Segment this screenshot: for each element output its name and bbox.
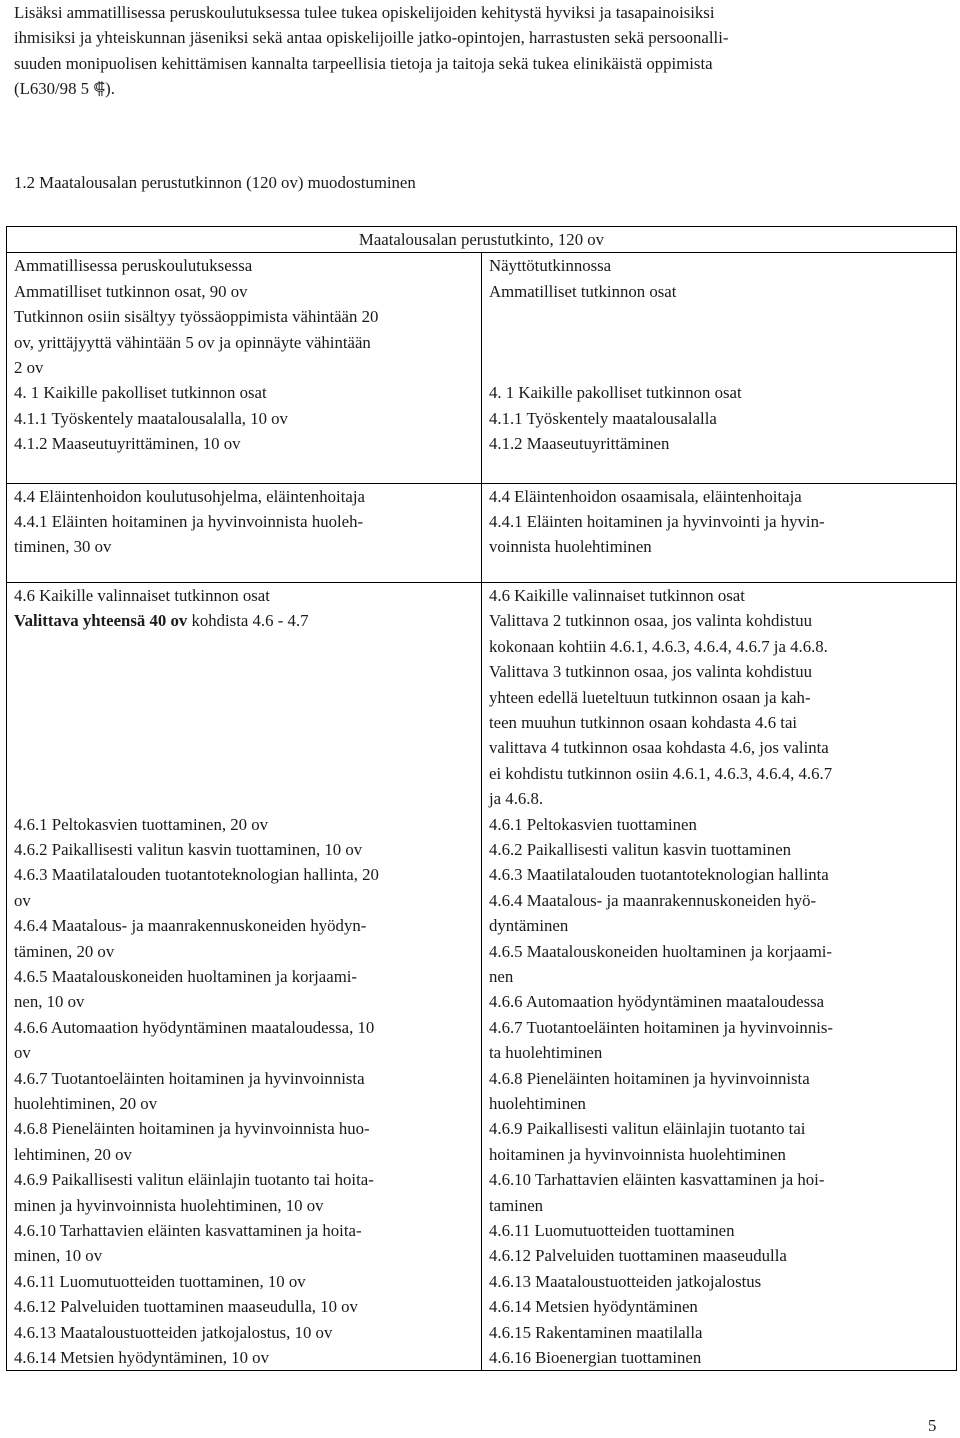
degree-structure-table — [6, 226, 957, 1371]
left-mandatory-line: 4.1.2 Maaseutuyrittäminen, 10 ov — [14, 434, 241, 454]
list-item: hoitaminen ja hyvinvoinnista huolehtiminen — [489, 1144, 786, 1164]
right-header: Näyttötutkinnossa — [489, 256, 612, 276]
list-item: 4.6.9 Paikallisesti valitun eläinlajin tuotanto tai hoita- — [14, 1170, 374, 1190]
right-header-cell — [482, 253, 957, 483]
list-item: 4.6.6 Automaation hyödyntäminen maataloudessa, 10 — [14, 1017, 375, 1037]
intro-line: Lisäksi ammatillisessa peruskoulutuksessa tulee tukea opiskelijoiden kehitystä hyviksi ja tasapainoisiksi — [14, 3, 715, 22]
left-note-line: 2 ov — [14, 358, 44, 378]
right-optional-list — [489, 812, 949, 1371]
list-item: lehtiminen, 20 ov — [14, 1144, 132, 1164]
list-item: 4.6.5 Maatalouskoneiden huoltaminen ja korjaami- — [489, 941, 832, 961]
list-item: 4.6.4 Maatalous- ja maanrakennuskoneiden hyö- — [489, 890, 817, 910]
list-item: 4.6.15 Rakentaminen maatilalla — [489, 1322, 703, 1342]
list-item: nen — [489, 966, 514, 986]
list-item: 4.6.16 Bioenergian tuottaminen — [489, 1348, 702, 1368]
left-subheader: Ammatilliset tutkinnon osat, 90 ov — [14, 281, 248, 301]
right-animal-line: 4.4.1 Eläinten hoitaminen ja hyvinvointi ja hyvin- — [489, 512, 825, 532]
left-header-cell — [7, 253, 482, 483]
page-number: 5 — [928, 1416, 937, 1435]
list-item: 4.6.10 Tarhattavien eläinten kasvattaminen ja hoita- — [14, 1221, 362, 1241]
list-item: 4.6.8 Pieneläinten hoitaminen ja hyvinvoinnista huo- — [14, 1119, 370, 1139]
left-optional-rule — [14, 608, 474, 633]
right-optional-text-line: Valittava 2 tutkinnon osaa, jos valinta kohdistuu — [489, 611, 812, 631]
right-optional-text-line: valittava 4 tutkinnon osaa kohdasta 4.6, jos valinta — [489, 738, 829, 758]
left-mandatory-line: 4. 1 Kaikille pakolliset tutkinnon osat — [14, 383, 267, 403]
intro-paragraph — [14, 0, 934, 102]
list-item: 4.6.7 Tuotantoeläinten hoitaminen ja hyvinvoinnista — [14, 1068, 365, 1088]
list-item: 4.6.13 Maataloustuotteiden jatkojalostus — [489, 1271, 762, 1291]
list-item: 4.6.12 Palveluiden tuottaminen maaseudulla — [489, 1246, 787, 1266]
right-optional-text-line: ja 4.6.8. — [489, 789, 544, 809]
right-mandatory-line: 4.1.1 Työskentely maatalousalalla — [489, 408, 717, 428]
right-optional-cell — [482, 582, 957, 1371]
list-item: 4.6.3 Maatilatalouden tuotantoteknologian hallinta — [489, 865, 829, 885]
list-item: 4.6.2 Paikallisesti valitun kasvin tuottaminen — [489, 839, 792, 859]
right-optional-text-line: yhteen edellä lueteltuun tutkinnon osaan ja kah- — [489, 687, 811, 707]
list-item: 4.6.11 Luomutuotteiden tuottaminen — [489, 1221, 735, 1241]
list-item: ov — [14, 1043, 31, 1063]
list-item: dyntäminen — [489, 916, 569, 936]
right-optional-text-line: kokonaan kohtiin 4.6.1, 4.6.3, 4.6.4, 4.6.7 ja 4.6.8. — [489, 636, 828, 656]
list-item: 4.6.4 Maatalous- ja maanrakennuskoneiden hyödyn- — [14, 916, 367, 936]
list-item: ov — [14, 890, 31, 910]
list-item: nen, 10 ov — [14, 992, 85, 1012]
list-item: ta huolehtiminen — [489, 1043, 603, 1063]
right-animal-cell — [482, 483, 957, 582]
list-item: 4.6.13 Maataloustuotteiden jatkojalostus, 10 ov — [14, 1322, 333, 1342]
list-item: 4.6.11 Luomutuotteiden tuottaminen, 10 ov — [14, 1271, 306, 1291]
left-optional-list — [14, 812, 474, 1371]
left-optional-title: 4.6 Kaikille valinnaiset tutkinnon osat — [14, 585, 270, 605]
right-animal-line: voinnista huolehtiminen — [489, 537, 652, 557]
list-item: täminen, 20 ov — [14, 941, 115, 961]
left-mandatory-line: 4.1.1 Työskentely maatalousalalla, 10 ov — [14, 408, 288, 428]
list-item: huolehtiminen, 20 ov — [14, 1094, 158, 1113]
right-optional-text-line: ei kohdistu tutkinnon osiin 4.6.1, 4.6.3, 4.6.4, 4.6.7 — [489, 763, 833, 783]
left-animal-line: 4.4.1 Eläinten hoitaminen ja hyvinvoinnista huoleh- — [14, 512, 364, 532]
intro-line: ihmisiksi ja yhteiskunnan jäseniksi sekä antaa opiskelijoille jatko-opintojen, harrastusten sekä persoonalli- — [14, 28, 729, 48]
right-optional-title: 4.6 Kaikille valinnaiset tutkinnon osat — [489, 585, 745, 605]
right-mandatory-line: 4.1.2 Maaseutuyrittäminen — [489, 434, 670, 454]
list-item: 4.6.6 Automaation hyödyntäminen maataloudessa — [489, 992, 825, 1012]
right-optional-text-line: teen muuhun tutkinnon osaan kohdasta 4.6 tai — [489, 712, 798, 732]
list-item: 4.6.1 Peltokasvien tuottaminen — [489, 814, 697, 834]
left-animal-line: 4.4 Eläintenhoidon koulutusohjelma, eläintenhoitaja — [14, 486, 365, 506]
list-item: 4.6.7 Tuotantoeläinten hoitaminen ja hyvinvoinnis- — [489, 1017, 833, 1037]
list-item: taminen — [489, 1195, 544, 1215]
list-item: 4.6.14 Metsien hyödyntäminen — [489, 1297, 698, 1317]
right-animal-line: 4.4 Eläintenhoidon osaamisala, eläintenhoitaja — [489, 486, 802, 506]
list-item: huolehtiminen — [489, 1094, 586, 1113]
list-item: 4.6.12 Palveluiden tuottaminen maaseudulla, 10 ov — [14, 1297, 358, 1317]
intro-line: (L630/98 5 ⸿). — [14, 79, 115, 99]
list-item: minen, 10 ov — [14, 1246, 103, 1266]
list-item: 4.6.3 Maatilatalouden tuotantoteknologian hallinta, 20 — [14, 865, 379, 885]
section-heading: 1.2 Maatalousalan perustutkinnon (120 ov) muodostuminen — [14, 173, 416, 192]
list-item: minen ja hyvinvoinnista huolehtiminen, 10 ov — [14, 1195, 324, 1215]
left-optional-cell — [7, 582, 482, 1371]
right-subheader: Ammatilliset tutkinnon osat — [489, 281, 677, 301]
list-item: 4.6.5 Maatalouskoneiden huoltaminen ja korjaami- — [14, 966, 357, 986]
right-mandatory-line: 4. 1 Kaikille pakolliset tutkinnon osat — [489, 383, 742, 403]
left-animal-line: timinen, 30 ov — [14, 537, 112, 557]
left-animal-cell — [7, 483, 482, 582]
list-item: 4.6.14 Metsien hyödyntäminen, 10 ov — [14, 1348, 269, 1368]
list-item: 4.6.10 Tarhattavien eläinten kasvattaminen ja hoi- — [489, 1170, 825, 1190]
intro-line: suuden monipuolisen kehittämisen kannalta tarpeellisia tietoja ja taitoja sekä tukea elinikäistä oppimista — [14, 53, 713, 73]
list-item: 4.6.2 Paikallisesti valitun kasvin tuottaminen, 10 ov — [14, 839, 363, 859]
list-item: 4.6.8 Pieneläinten hoitaminen ja hyvinvoinnista — [489, 1068, 810, 1088]
right-optional-text-line: Valittava 3 tutkinnon osaa, jos valinta kohdistuu — [489, 662, 812, 682]
list-item: 4.6.1 Peltokasvien tuottaminen, 20 ov — [14, 814, 269, 834]
table-title: Maatalousalan perustutkinto, 120 ov — [7, 227, 957, 253]
left-note-line: ov, yrittäjyyttä vähintään 5 ov ja opinnäyte vähintään — [14, 332, 371, 352]
list-item: 4.6.9 Paikallisesti valitun eläinlajin tuotanto tai — [489, 1119, 806, 1139]
left-optional-rest: kohdista 4.6 - 4.7 — [187, 611, 309, 631]
left-header: Ammatillisessa peruskoulutuksessa — [14, 256, 253, 276]
left-note-line: Tutkinnon osiin sisältyy työssäoppimista vähintään 20 — [14, 307, 379, 327]
left-optional-bold: Valittava yhteensä 40 ov — [14, 611, 188, 631]
